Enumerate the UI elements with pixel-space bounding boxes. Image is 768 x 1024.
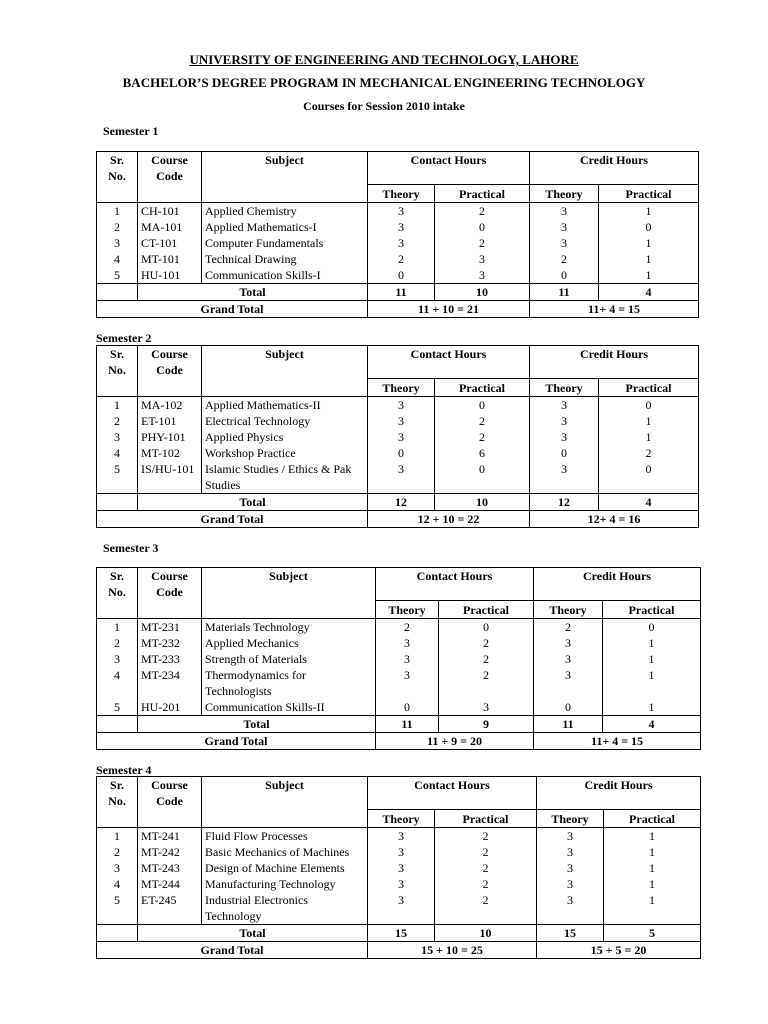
grand-total-row [97,510,699,527]
course-subject: Industrial Electronics Technology [202,892,368,925]
course-sr-no: 1 [97,396,138,413]
credit-theory: 0 [534,699,603,716]
header-contact-theory: Theory [376,600,439,618]
header-credit-practical: Practical [603,600,701,618]
course-subject: Workshop Practice [202,445,368,461]
total-contact-practical: 10 [435,493,530,510]
credit-practical: 1 [604,860,701,876]
course-subject: Applied Mechanics [202,635,376,651]
header-credit-practical: Practical [599,184,699,202]
contact-practical: 2 [435,429,530,445]
course-subject: Communication Skills-II [202,699,376,716]
credit-practical: 1 [604,827,701,844]
credit-practical: 0 [599,461,699,494]
contact-practical: 6 [435,445,530,461]
course-code: MT-233 [138,651,202,667]
credit-theory: 3 [534,667,603,699]
contact-theory: 3 [368,461,435,494]
course-sr-no: 2 [97,219,138,235]
total-label: Total [138,493,368,510]
contact-practical: 2 [439,635,534,651]
credit-theory: 3 [530,219,599,235]
total-label: Total [138,715,376,732]
contact-practical: 3 [435,267,530,284]
contact-practical: 2 [435,413,530,429]
credit-practical: 1 [604,876,701,892]
header-course-code [138,777,202,810]
contact-practical: 2 [435,844,537,860]
table-header-row [97,777,701,810]
grand-total-credit: 11+ 4 = 15 [534,732,701,749]
contact-practical: 2 [435,827,537,844]
credit-theory: 3 [530,413,599,429]
credit-practical: 1 [603,651,701,667]
contact-practical: 0 [435,219,530,235]
course-code: CT-101 [138,235,202,251]
header-no-line: No. [108,585,126,599]
course-row [97,618,701,635]
table-header-row [97,568,701,601]
total-credit-theory: 11 [530,283,599,300]
total-contact-theory: 15 [368,924,435,941]
credit-practical: 1 [599,413,699,429]
course-sr-no: 5 [97,892,138,925]
header-contact-practical: Practical [435,378,530,396]
credit-practical: 1 [599,429,699,445]
contact-theory: 2 [376,618,439,635]
header-credit-hours: Credit Hours [534,568,701,601]
contact-practical: 2 [439,651,534,667]
course-subject: Computer Fundamentals [202,235,368,251]
total-row [97,283,699,300]
header-sr-no [97,777,138,810]
contact-theory: 0 [368,267,435,284]
subheader-blank [202,600,376,618]
contact-theory: 3 [368,202,435,219]
total-credit-practical: 4 [603,715,701,732]
header-subject: Subject [202,568,376,601]
credit-practical: 1 [603,667,701,699]
credit-practical: 1 [599,267,699,284]
total-contact-theory: 11 [368,283,435,300]
course-subject: Materials Technology [202,618,376,635]
contact-theory: 0 [368,445,435,461]
total-credit-practical: 5 [604,924,701,941]
header-contact-hours: Contact Hours [376,568,534,601]
course-row [97,699,701,716]
total-credit-theory: 15 [537,924,604,941]
course-row [97,219,699,235]
contact-theory: 3 [368,860,435,876]
credit-practical: 0 [603,618,701,635]
header-credit-practical: Practical [604,809,701,827]
course-code: ET-245 [138,892,202,925]
course-code: MT-101 [138,251,202,267]
course-code: MT-244 [138,876,202,892]
course-code: MT-241 [138,827,202,844]
contact-theory: 3 [368,219,435,235]
course-code: MT-234 [138,667,202,699]
course-subject: Fluid Flow Processes [202,827,368,844]
header-course-code [138,568,202,601]
total-credit-theory: 11 [534,715,603,732]
contact-theory: 3 [376,667,439,699]
course-row [97,251,699,267]
header-sr-no [97,152,138,185]
table-header-row [97,152,699,185]
total-contact-practical: 10 [435,283,530,300]
table-subheader-row [97,600,701,618]
course-code: MA-102 [138,396,202,413]
header-no-line: No. [108,794,126,808]
header-credit-theory: Theory [534,600,603,618]
course-row [97,413,699,429]
header-contact-practical: Practical [435,184,530,202]
contact-practical: 2 [435,876,537,892]
header-credit-theory: Theory [530,378,599,396]
contact-theory: 3 [368,429,435,445]
course-sr-no: 5 [97,699,138,716]
header-contact-theory: Theory [368,809,435,827]
header-subject: Subject [202,777,368,810]
subheader-blank [97,809,138,827]
grand-total-label: Grand Total [97,941,368,958]
contact-theory: 3 [368,235,435,251]
total-credit-practical: 4 [599,283,699,300]
course-code: HU-201 [138,699,202,716]
course-subject: Islamic Studies / Ethics & Pak Studies [202,461,368,494]
header-no-line: No. [108,363,126,377]
table-subheader-row [97,378,699,396]
subheader-blank [97,184,138,202]
credit-theory: 3 [530,429,599,445]
contact-theory: 3 [368,396,435,413]
subheader-blank [138,184,202,202]
course-subject: Applied Physics [202,429,368,445]
session-subtitle: Courses for Session 2010 intake [303,99,465,113]
total-contact-practical: 9 [439,715,534,732]
grand-total-credit: 12+ 4 = 16 [530,510,699,527]
header-course-code [138,152,202,185]
header-contact-practical: Practical [435,809,537,827]
credit-theory: 3 [537,844,604,860]
header-course-code [138,346,202,379]
course-row [97,827,701,844]
course-row [97,892,701,925]
course-subject: Applied Mathematics-II [202,396,368,413]
subheader-blank [202,378,368,396]
university-title: UNIVERSITY OF ENGINEERING AND TECHNOLOGY, LAHORE [189,52,579,67]
course-sr-no: 3 [97,860,138,876]
course-sr-no: 5 [97,461,138,494]
credit-theory: 2 [530,251,599,267]
course-row [97,876,701,892]
header-credit-theory: Theory [530,184,599,202]
semester-label: Semester 3 [103,541,159,555]
course-row [97,860,701,876]
course-sr-no: 1 [97,827,138,844]
course-code: MT-242 [138,844,202,860]
header-sr-line: Sr. [110,153,124,167]
course-subject: Manufacturing Technology [202,876,368,892]
table-subheader-row [97,809,701,827]
course-sr-no: 4 [97,876,138,892]
course-code: CH-101 [138,202,202,219]
grand-total-row [97,300,699,317]
header-subject: Subject [202,152,368,185]
course-sr-no: 2 [97,844,138,860]
contact-theory: 3 [368,413,435,429]
course-subject: Technical Drawing [202,251,368,267]
course-subject: Electrical Technology [202,413,368,429]
course-code: IS/HU-101 [138,461,202,494]
course-row [97,267,699,284]
subheader-blank [138,809,202,827]
subheader-blank [97,378,138,396]
course-subject: Applied Mathematics-I [202,219,368,235]
credit-practical: 1 [604,892,701,925]
course-sr-no: 3 [97,235,138,251]
contact-practical: 2 [435,202,530,219]
semester-label: Semester 4 [96,763,152,777]
course-sr-no: 5 [97,267,138,284]
header-course-line: Course [151,569,188,583]
course-code: MA-101 [138,219,202,235]
header-code-line: Code [156,169,183,183]
subheader-blank [97,600,138,618]
credit-practical: 1 [603,699,701,716]
course-row [97,445,699,461]
contact-practical: 0 [435,461,530,494]
table-header-row [97,346,699,379]
contact-theory: 2 [368,251,435,267]
credit-theory: 3 [537,827,604,844]
contact-theory: 3 [376,635,439,651]
total-contact-practical: 10 [435,924,537,941]
header-code-line: Code [156,585,183,599]
total-blank [97,715,138,732]
header-sr-line: Sr. [110,347,124,361]
header-course-line: Course [151,347,188,361]
course-sr-no: 4 [97,251,138,267]
grand-total-label: Grand Total [97,300,368,317]
credit-theory: 3 [530,235,599,251]
contact-theory: 0 [376,699,439,716]
subheader-blank [138,600,202,618]
header-sr-no [97,568,138,601]
semester-table [96,567,701,750]
program-title: BACHELOR’S DEGREE PROGRAM IN MECHANICAL ENGINEERING TECHNOLOGY [122,75,646,90]
credit-theory: 0 [530,267,599,284]
credit-theory: 3 [534,651,603,667]
contact-practical: 0 [435,396,530,413]
total-contact-theory: 12 [368,493,435,510]
course-row [97,651,701,667]
course-sr-no: 2 [97,635,138,651]
header-contact-practical: Practical [439,600,534,618]
header-credit-practical: Practical [599,378,699,396]
course-code: MT-243 [138,860,202,876]
course-row [97,202,699,219]
contact-practical: 3 [435,251,530,267]
header-contact-hours: Contact Hours [368,346,530,379]
total-credit-theory: 12 [530,493,599,510]
credit-theory: 3 [530,461,599,494]
course-subject: Design of Machine Elements [202,860,368,876]
course-sr-no: 1 [97,618,138,635]
course-sr-no: 3 [97,651,138,667]
course-code: MT-102 [138,445,202,461]
credit-practical: 0 [599,219,699,235]
header-code-line: Code [156,794,183,808]
contact-theory: 3 [368,844,435,860]
contact-theory: 3 [376,651,439,667]
total-label: Total [138,924,368,941]
grand-total-label: Grand Total [97,510,368,527]
course-subject: Strength of Materials [202,651,376,667]
credit-practical: 1 [599,235,699,251]
credit-theory: 3 [530,202,599,219]
grand-total-row [97,732,701,749]
course-sr-no: 1 [97,202,138,219]
credit-practical: 0 [599,396,699,413]
course-sr-no: 2 [97,413,138,429]
contact-practical: 0 [439,618,534,635]
contact-theory: 3 [368,892,435,925]
course-sr-no: 3 [97,429,138,445]
total-row [97,715,701,732]
header-sr-no [97,346,138,379]
grand-total-credit: 11+ 4 = 15 [530,300,699,317]
course-sr-no: 4 [97,667,138,699]
credit-practical: 1 [604,844,701,860]
grand-total-label: Grand Total [97,732,376,749]
header-subject: Subject [202,346,368,379]
course-row [97,844,701,860]
header-contact-hours: Contact Hours [368,777,537,810]
grand-total-row [97,941,701,958]
course-code: PHY-101 [138,429,202,445]
subheader-blank [138,378,202,396]
grand-total-contact: 15 + 10 = 25 [368,941,537,958]
header-course-line: Course [151,778,188,792]
grand-total-contact: 11 + 10 = 21 [368,300,530,317]
subheader-blank [202,184,368,202]
semester-table [96,345,699,528]
grand-total-contact: 12 + 10 = 22 [368,510,530,527]
semester-table [96,151,699,318]
course-subject: Thermodynamics for Technologists [202,667,376,699]
total-row [97,924,701,941]
total-blank [97,283,138,300]
total-blank [97,924,138,941]
course-row [97,396,699,413]
credit-theory: 3 [537,860,604,876]
course-subject: Communication Skills-I [202,267,368,284]
header-sr-line: Sr. [110,569,124,583]
header-course-line: Course [151,153,188,167]
header-contact-hours: Contact Hours [368,152,530,185]
credit-theory: 3 [534,635,603,651]
course-code: MT-231 [138,618,202,635]
course-row [97,667,701,699]
course-code: HU-101 [138,267,202,284]
course-code: MT-232 [138,635,202,651]
header-credit-hours: Credit Hours [530,346,699,379]
header-credit-hours: Credit Hours [530,152,699,185]
contact-practical: 3 [439,699,534,716]
total-contact-theory: 11 [376,715,439,732]
header-contact-theory: Theory [368,184,435,202]
course-row [97,461,699,494]
header-code-line: Code [156,363,183,377]
table-subheader-row [97,184,699,202]
contact-practical: 2 [435,235,530,251]
course-sr-no: 4 [97,445,138,461]
total-blank [97,493,138,510]
course-code: ET-101 [138,413,202,429]
course-row [97,635,701,651]
contact-theory: 3 [368,827,435,844]
credit-theory: 3 [530,396,599,413]
contact-practical: 2 [439,667,534,699]
header-credit-theory: Theory [537,809,604,827]
contact-practical: 2 [435,892,537,925]
course-row [97,235,699,251]
semester-label: Semester 2 [96,331,152,345]
course-subject: Basic Mechanics of Machines [202,844,368,860]
header-contact-theory: Theory [368,378,435,396]
credit-theory: 0 [530,445,599,461]
subheader-blank [202,809,368,827]
credit-theory: 3 [537,876,604,892]
semester-label: Semester 1 [103,124,159,138]
credit-practical: 2 [599,445,699,461]
total-row [97,493,699,510]
contact-theory: 3 [368,876,435,892]
grand-total-contact: 11 + 9 = 20 [376,732,534,749]
credit-practical: 1 [603,635,701,651]
course-row [97,429,699,445]
credit-practical: 1 [599,202,699,219]
semester-table [96,776,701,959]
total-label: Total [138,283,368,300]
credit-practical: 1 [599,251,699,267]
credit-theory: 3 [537,892,604,925]
contact-practical: 2 [435,860,537,876]
total-credit-practical: 4 [599,493,699,510]
header-sr-line: Sr. [110,778,124,792]
credit-theory: 2 [534,618,603,635]
course-subject: Applied Chemistry [202,202,368,219]
header-no-line: No. [108,169,126,183]
header-credit-hours: Credit Hours [537,777,701,810]
grand-total-credit: 15 + 5 = 20 [537,941,701,958]
